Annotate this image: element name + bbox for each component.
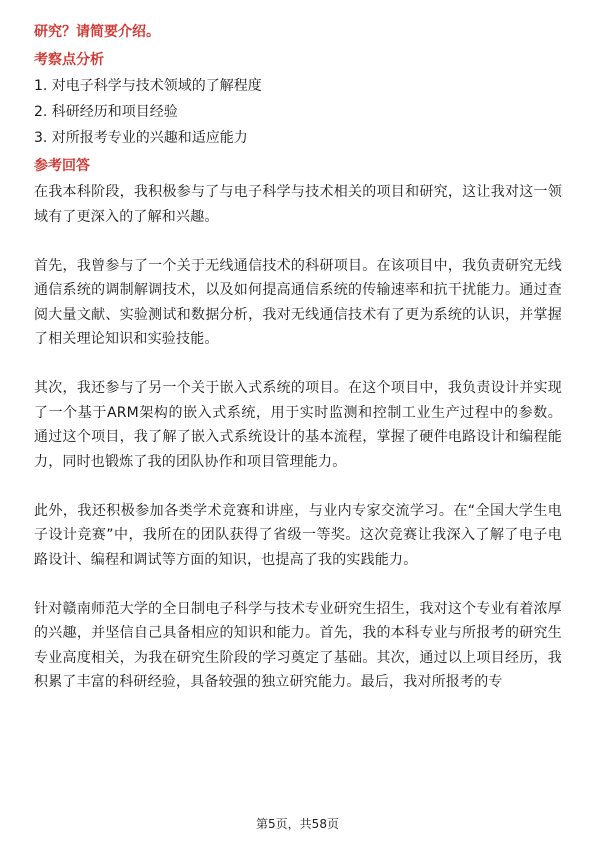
answer-paragraph: 首先，我曾参与了一个关于无线通信技术的科研项目。在该项目中，我负责研究无线通信系统的调制解调技术，以及如何提高通信系统的传输速率和抗干扰能力。通过查阅大量文献、实验测试和数据分析，我对无线通信技术有了更为系统的认识，并掌握了相关理论知识和实验技能。 (34, 257, 562, 347)
question-text: 研究？请简要介绍。 (34, 24, 160, 40)
analysis-point: 1. 对电子科学与技术领域的了解程度 (34, 78, 262, 94)
answer-paragraph: 在我本科阶段，我积极参与了与电子科学与技术相关的项目和研究，这让我对这一领域有了更深入的了解和兴趣。 (34, 184, 562, 225)
analysis-point: 3. 对所报考专业的兴趣和适应能力 (34, 130, 248, 146)
answer-paragraph: 针对赣南师范大学的全日制电子科学与技术专业研究生招生，我对这个专业有着浓厚的兴趣，并坚信自己具备相应的知识和能力。首先，我的本科专业与所报考的研究生专业高度相关，为我在研究生阶段的学习奠定了基础。其次，通过以上项目经历，我积累了丰富的科研经验，具备较强的独立研究能力。最后，我对所报考的专 (34, 600, 562, 690)
page-content (34, 18, 562, 719)
answer-heading: 参考回答 (34, 158, 90, 174)
answer-body (34, 180, 562, 695)
analysis-list (34, 76, 562, 148)
analysis-point: 2. 科研经历和项目经验 (34, 104, 178, 120)
analysis-heading: 考察点分析 (34, 52, 104, 68)
answer-paragraph: 此外，我还积极参加各类学术竞赛和讲座，与业内专家交流学习。在“全国大学生电子设计竞赛”中，我所在的团队获得了省级一等奖。这次竞赛让我深入了解了电子电路设计、编程和调试等方面的知识，也提高了我的实践能力。 (34, 502, 562, 568)
answer-paragraph: 其次，我还参与了另一个关于嵌入式系统的项目。在这个项目中，我负责设计并实现了一个基于ARM架构的嵌入式系统，用于实时监测和控制工业生产过程中的参数。通过这个项目，我了解了嵌入式系统设计的基本流程，掌握了硬件电路设计和编程能力，同时也锻炼了我的团队协作和项目管理能力。 (34, 380, 562, 470)
page-number: 第5页，共58页 (256, 817, 339, 831)
